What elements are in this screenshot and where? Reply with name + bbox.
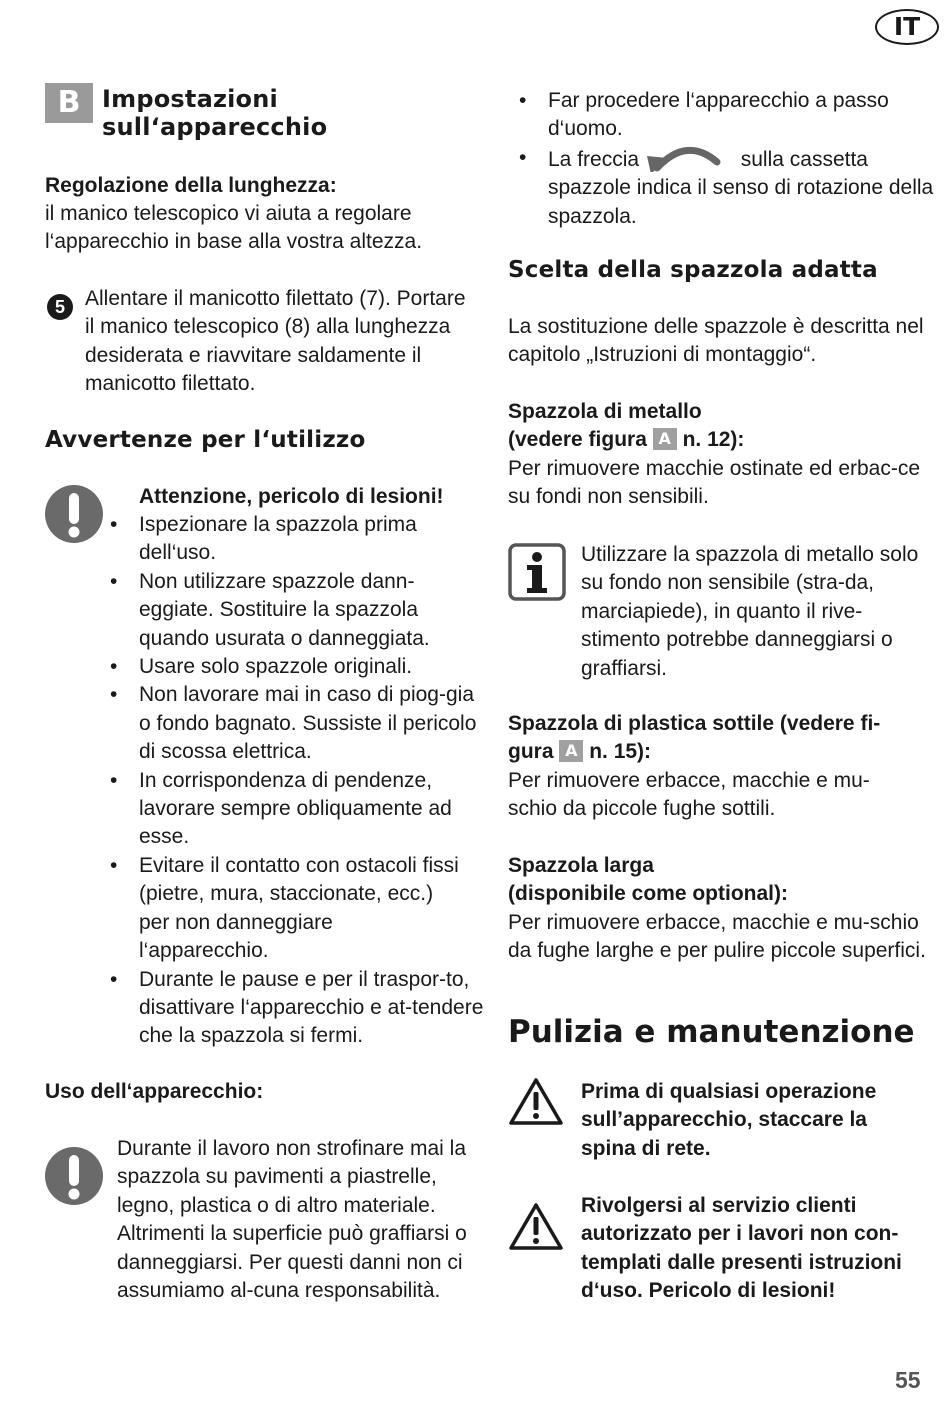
metal-heading-line-2 [508,426,744,454]
caution-list [139,511,484,1051]
cleaning-warning-2: Rivolgersi al servizio clienti autorizzato per i lavori non con-templati dalle presenti istruzioni d‘uso. Pericolo di lesioni! [581,1194,902,1303]
metal-heading [508,398,744,455]
exclamation-icon [44,1146,104,1206]
metal-heading-line-1: Spazzola di metallo [508,400,702,423]
wide-heading [508,852,788,909]
figure-a-badge: A [653,428,677,450]
section-title-line-1: Impostazioni [102,85,278,113]
metal-heading-ref: (vedere figura [508,428,647,452]
rotation-arrow-icon [645,144,735,172]
step-number: 5 [54,297,65,317]
language-badge [875,9,939,45]
operation-list [548,87,938,231]
warning-triangle-icon [508,1202,564,1252]
length-heading: Regolazione della lunghezza: [45,174,337,197]
use-heading: Uso dell‘apparecchio: [45,1080,264,1103]
cleaning-warning-1: Prima di qualsiasi operazione sull’apparecchio, staccare la spina di rete. [581,1080,877,1160]
plastic-heading-line-2 [508,738,880,766]
wide-heading-line-2: (disponibile come optional): [508,882,788,906]
wide-heading-line-1: Spazzola larga [508,854,654,877]
length-text: il manico telescopico vi aiuta a regolare l‘apparecchio in base alla vostra altezza. [45,202,423,254]
plastic-heading-line-1: Spazzola di plastica sottile (vedere fi- [508,712,881,735]
section-title-line-2: sull‘apparecchio [102,113,328,141]
plastic-text: Per rimuovere erbacce, macchie e mu-schio da piccole fughe sottili. [508,769,870,821]
section-letter-badge [45,83,93,123]
operation-item-arrow [548,144,938,231]
arrow-text-before: La freccia [548,147,640,171]
caution-item: • Non utilizzare spazzole dann-eggiate. Sostituire la spazzola quando usurata o danneggiata. [139,568,484,653]
caution-item: • Ispezionare la spazzola prima dell‘uso. [139,511,484,568]
use-text: Durante il lavoro non strofinare mai la spazzola su pavimenti a piastrelle, legno, plastica o di altro materiale. Altrimenti la superficie può graffiarsi o danneggiarsi. Per questi danni non ci assumiamo al-cuna responsabilità. [117,1137,467,1303]
info-text: Utilizzare la spazzola di metallo solo su fondo non sensibile (stra-da, marciapiede), in quanto il rive-stimento potrebbe danneggiarsi o graffiarsi. [581,543,919,680]
section-letter: B [57,85,81,120]
plastic-heading-number: n. 15): [589,740,652,764]
metal-heading-number: n. 12): [682,428,745,452]
caution-item: • Non lavorare mai in caso di piog-gia o fondo bagnato. Sussiste il pericolo di scossa elettrica. [139,681,484,766]
plastic-heading-ref: gura [508,740,554,764]
caution-item: • Durante le pause e per il traspor-to, disattivare l‘apparecchio e at-tendere che la spazzola si fermi. [139,966,484,1051]
warnings-heading: Avvertenze per l‘utilizzo [45,427,366,453]
plastic-heading [508,710,880,767]
caution-title: Attenzione, pericolo di lesioni! [139,485,444,508]
caution-item: • Evitare il contatto con ostacoli fissi (pietre, mura, staccionate, ecc.) per non danneggiare l‘apparecchio. [139,852,464,966]
language-label: IT [893,12,921,41]
figure-a-badge: A [559,740,583,762]
wide-text: Per rimuovere erbacce, macchie e mu-schio da fughe larghe e per pulire piccole superfici. [508,911,926,963]
arrow-text-rest: spazzole indica il senso di rotazione della spazzola. [548,176,934,228]
page-number: 55 [895,1367,921,1393]
metal-text: Per rimuovere macchie ostinate ed erbac-ce su fondi non sensibili. [508,457,921,509]
operation-item: • Far procedere l‘apparecchio a passo d‘uomo. [548,87,938,144]
step-text: Allentare il manicotto filettato (7). Portare il manico telescopico (8) alla lunghezza desiderata e riavvitare saldamente il manicotto filettato. [85,287,466,396]
warning-triangle-icon [508,1077,564,1127]
brush-heading: Scelta della spazzola adatta [508,257,878,283]
step-number-icon [47,294,73,320]
caution-item: • In corrispondenza di pendenze, lavorare sempre obliquamente ad esse. [139,767,484,852]
cleaning-heading: Pulizia e manutenzione [508,1014,915,1050]
arrow-text-after: sulla cassetta [740,147,868,171]
brush-intro: La sostituzione delle spazzole è descritta nel capitolo „Istruzioni di montaggio“. [508,315,924,367]
section-title [102,85,327,141]
caution-item: • Usare solo spazzole originali. [139,653,484,681]
info-icon [508,543,566,601]
exclamation-icon [44,484,104,544]
